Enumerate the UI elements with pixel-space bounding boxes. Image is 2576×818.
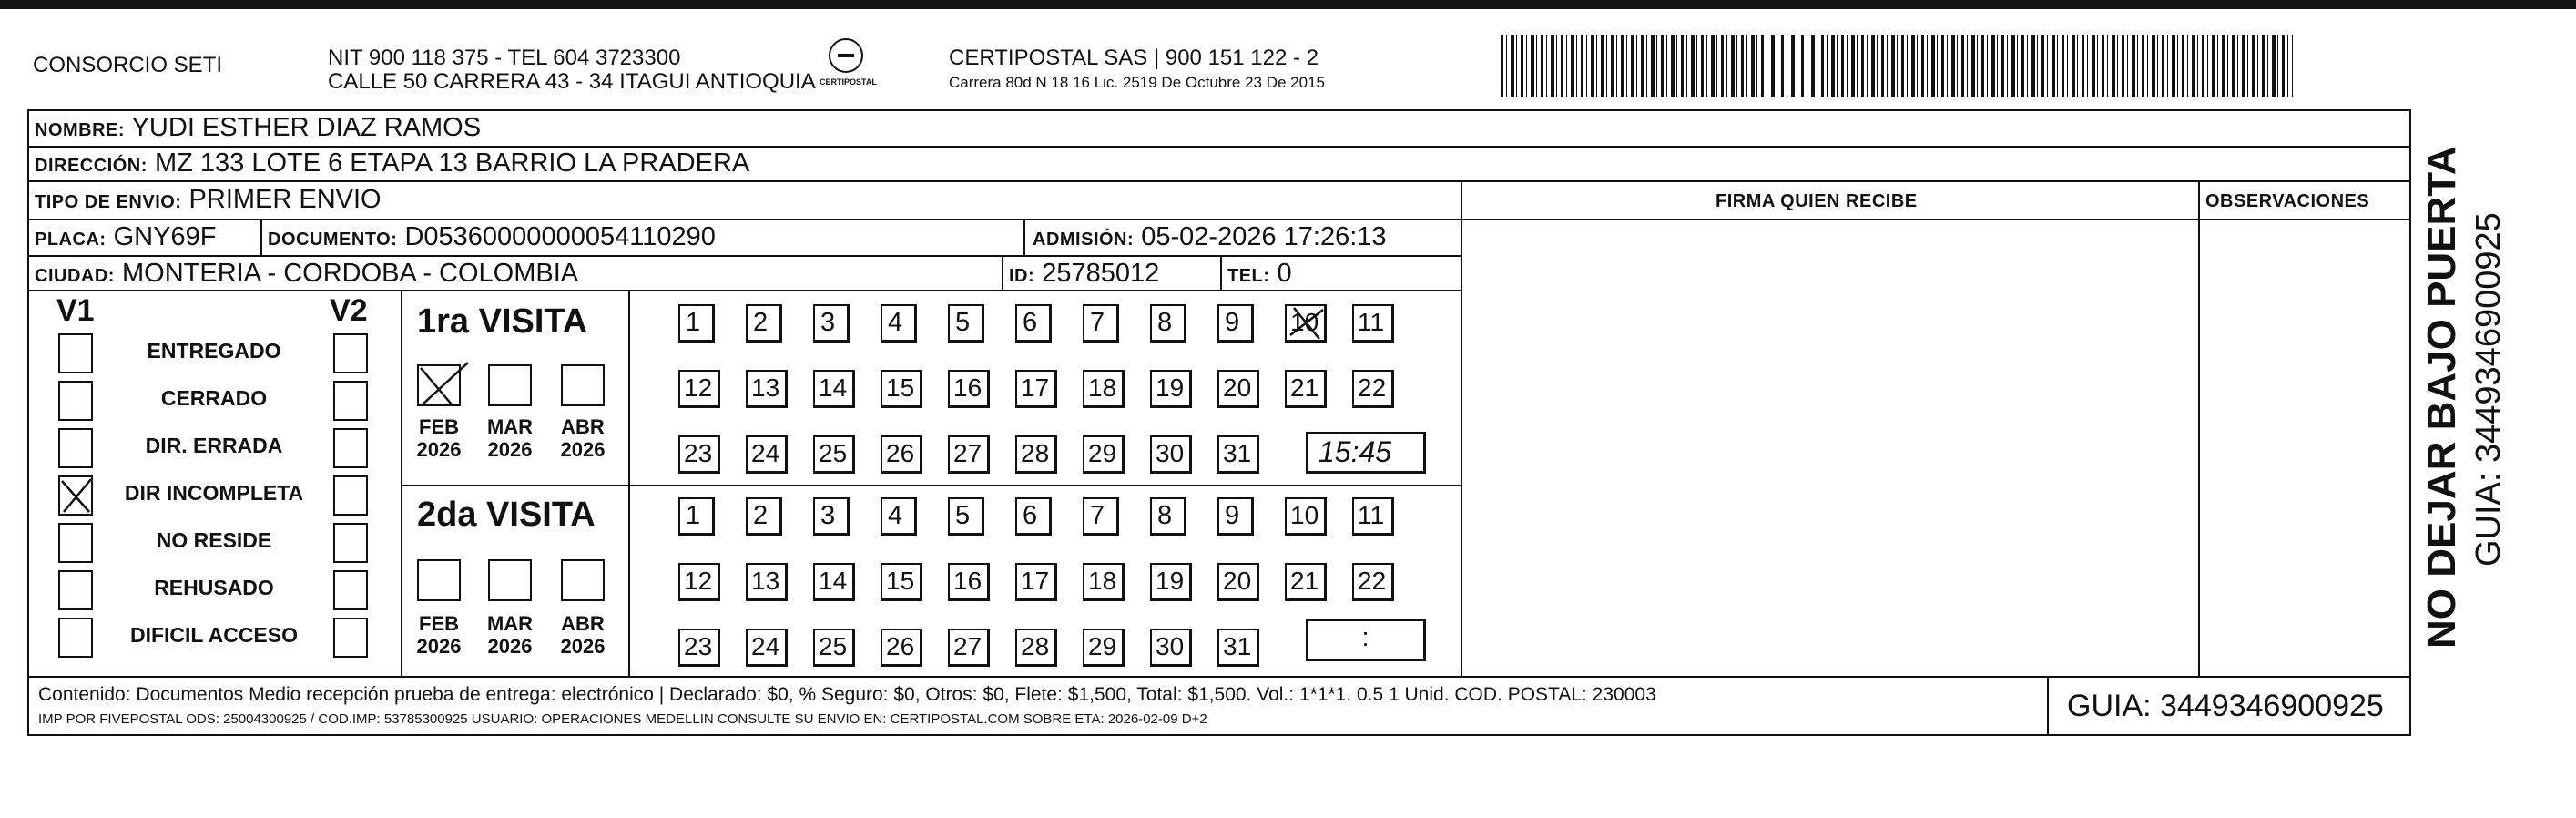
documento-label: DOCUMENTO:: [268, 230, 398, 250]
second-visit-mar-checkbox[interactable]: [488, 559, 532, 601]
second-visit-title: 2da VISITA: [417, 496, 596, 534]
id-field: [1009, 261, 1159, 287]
second-visit-day-9[interactable]: 9: [1217, 497, 1254, 536]
first-visit-mar-checkbox[interactable]: [488, 364, 532, 406]
first-visit-day-26[interactable]: 26: [881, 435, 922, 474]
second-visit-day-12[interactable]: 12: [678, 563, 720, 601]
status-dir-errada: DIR. ERRADA: [145, 434, 283, 457]
second-visit-day-27[interactable]: 27: [948, 629, 990, 667]
first-visit-day-14[interactable]: 14: [813, 370, 855, 408]
first-visit-abr-checkbox[interactable]: [561, 364, 605, 406]
second-visit-day-6[interactable]: 6: [1015, 497, 1052, 536]
first-visit-day-15[interactable]: 15: [881, 370, 922, 408]
first-visit-day-24[interactable]: 24: [746, 435, 788, 474]
company-name: CONSORCIO SETI: [33, 53, 223, 77]
carrier-logo-icon: [829, 38, 863, 73]
first-visit-day-28[interactable]: 28: [1015, 435, 1057, 474]
second-visit-day-26[interactable]: 26: [881, 629, 922, 667]
first-visit-day-4[interactable]: 4: [881, 304, 917, 343]
ciudad-field: [35, 261, 578, 287]
second-visit-day-5[interactable]: 5: [948, 497, 984, 536]
v2-dir-errada-checkbox[interactable]: [333, 428, 368, 468]
check-mark-icon: [58, 475, 93, 516]
second-visit-day-20[interactable]: 20: [1217, 563, 1259, 601]
carrier-line: CERTIPOSTAL SAS | 900 151 122 - 2: [949, 46, 1319, 70]
v1-dir-errada-checkbox[interactable]: [58, 428, 93, 468]
nombre-row: [35, 115, 481, 141]
v1-label: V1: [56, 293, 95, 328]
second-visit-abr-checkbox[interactable]: [561, 559, 605, 601]
second-visit-day-4[interactable]: 4: [881, 497, 917, 536]
second-visit-day-23[interactable]: 23: [678, 629, 720, 667]
barcode-icon: [1501, 35, 2293, 97]
first-visit-day-16[interactable]: 16: [948, 370, 990, 408]
first-visit-day-22[interactable]: 22: [1352, 370, 1394, 408]
documento-field: [268, 224, 716, 251]
footer-contenido: Contenido: Documentos Medio recepción prueba de entrega: electrónico | Declarado: $0, % Seguro: $0, Otros: $0, Flete: $1,500, Total: $1,500. Vol.: 1*1*1. 0.5 1 Unid. COD. POSTAL: 230003: [38, 684, 1656, 705]
status-rehusado: REHUSADO: [154, 576, 274, 599]
license-line: Carrera 80d N 18 16 Lic. 2519 De Octubre 23 De 2015: [949, 74, 1325, 91]
second-visit-feb-checkbox[interactable]: [417, 559, 461, 601]
direccion-row: [35, 150, 749, 177]
second-visit-day-14[interactable]: 14: [813, 563, 855, 601]
id-label: ID:: [1009, 266, 1035, 286]
side-guia: GUIA: 3449346900925: [2469, 212, 2508, 567]
footer-imp: IMP POR FIVEPOSTAL ODS: 25004300925 / COD.IMP: 53785300925 USUARIO: OPERACIONES MEDELLIN CONSULTE SU ENVIO EN: CERTIPOSTAL.COM SOBRE ETA: 2026-02-09 D+2: [38, 711, 1207, 727]
v1-cerrado-checkbox[interactable]: [58, 381, 93, 421]
v2-label: V2: [330, 293, 368, 328]
tel-value: 0: [1277, 259, 1292, 288]
second-visit-day-8[interactable]: 8: [1150, 497, 1186, 536]
status-cerrado: CERRADO: [160, 386, 268, 410]
placa-label: PLACA:: [35, 230, 107, 250]
id-value: 25785012: [1042, 259, 1160, 288]
second-visit-day-7[interactable]: 7: [1083, 497, 1119, 536]
cross-out-icon: [1287, 304, 1330, 344]
second-visit-day-13[interactable]: 13: [746, 563, 788, 601]
first-visit-day-11[interactable]: 11: [1352, 304, 1394, 343]
first-visit-day-1[interactable]: 1: [678, 304, 715, 343]
tel-field: [1227, 261, 1292, 287]
nombre-label: NOMBRE:: [35, 120, 126, 140]
footer-guia: GUIA: 3449346900925: [2067, 689, 2384, 723]
first-visit-title: 1ra VISITA: [417, 302, 588, 341]
placa-value: GNY69F: [113, 222, 217, 251]
placa-field: [35, 224, 216, 251]
admision-field: [1033, 224, 1387, 251]
second-visit-day-24[interactable]: 24: [746, 629, 788, 667]
second-visit-day-2[interactable]: 2: [746, 497, 782, 536]
second-visit-day-18[interactable]: 18: [1083, 563, 1125, 601]
second-visit-month-abr: ABR 2026: [560, 612, 606, 659]
first-visit-day-12[interactable]: 12: [678, 370, 720, 408]
v2-entregado-checkbox[interactable]: [333, 333, 368, 373]
address-line: CALLE 50 CARRERA 43 - 34 ITAGUI ANTIOQUIA: [328, 69, 816, 94]
v1-dificil-acceso-checkbox[interactable]: [58, 618, 93, 658]
second-visit-day-1[interactable]: 1: [678, 497, 715, 536]
first-visit-day-8[interactable]: 8: [1150, 304, 1186, 343]
second-visit-day-3[interactable]: 3: [813, 497, 850, 536]
ciudad-value: MONTERIA - CORDOBA - COLOMBIA: [122, 259, 579, 288]
first-visit-day-7[interactable]: 7: [1083, 304, 1119, 343]
second-visit-day-29[interactable]: 29: [1083, 629, 1125, 667]
status-no-reside: NO RESIDE: [156, 528, 272, 552]
direccion-label: DIRECCIÓN:: [35, 156, 148, 176]
second-visit-day-30[interactable]: 30: [1150, 629, 1192, 667]
tipo-label: TIPO DE ENVIO:: [35, 192, 182, 212]
second-visit-day-17[interactable]: 17: [1015, 563, 1057, 601]
first-visit-day-13[interactable]: 13: [746, 370, 788, 408]
direccion-value: MZ 133 LOTE 6 ETAPA 13 BARRIO LA PRADERA: [154, 148, 750, 178]
first-visit-day-27[interactable]: 27: [948, 435, 990, 474]
top-border: [0, 0, 2576, 9]
second-visit-day-31[interactable]: 31: [1217, 629, 1259, 667]
check-mark-icon: [415, 361, 470, 406]
first-visit-day-10[interactable]: 10: [1285, 304, 1327, 343]
v1-no-reside-checkbox[interactable]: [58, 523, 93, 563]
first-visit-day-9[interactable]: 9: [1217, 304, 1254, 343]
status-entregado: ENTREGADO: [147, 339, 281, 363]
first-visit-day-5[interactable]: 5: [948, 304, 984, 343]
second-visit-month-mar: MAR 2026: [486, 612, 534, 659]
status-dificil-acceso: DIFICIL ACCESO: [129, 623, 298, 647]
v2-dificil-acceso-checkbox[interactable]: [333, 618, 368, 658]
second-visit-month-feb: FEB 2026: [416, 612, 462, 659]
first-visit-day-19[interactable]: 19: [1150, 370, 1192, 408]
first-visit-day-17[interactable]: 17: [1015, 370, 1057, 408]
first-visit-day-23[interactable]: 23: [678, 435, 720, 474]
status-dir-incompleta: DIR INCOMPLETA: [124, 481, 304, 505]
first-visit-day-2[interactable]: 2: [746, 304, 782, 343]
no-dejar-bajo-puerta: NO DEJAR BAJO PUERTA: [2419, 146, 2464, 649]
second-visit-day-16[interactable]: 16: [948, 563, 990, 601]
first-visit-month-abr: ABR 2026: [560, 415, 606, 462]
first-visit-day-18[interactable]: 18: [1083, 370, 1125, 408]
second-visit-day-19[interactable]: 19: [1150, 563, 1192, 601]
second-visit-day-10[interactable]: 10: [1285, 497, 1327, 536]
second-visit-day-11[interactable]: 11: [1352, 497, 1394, 536]
first-visit-day-3[interactable]: 3: [813, 304, 850, 343]
logo-text: CERTIPOSTAL: [820, 77, 877, 87]
tipo-row: [35, 187, 382, 213]
admision-value: 05-02-2026 17:26:13: [1141, 222, 1387, 251]
nit-line: NIT 900 118 375 - TEL 604 3723300: [328, 46, 681, 70]
documento-value: D05360000000054110290: [404, 222, 716, 251]
observaciones-header: OBSERVACIONES: [2205, 191, 2370, 211]
first-visit-time[interactable]: 15:45: [1306, 432, 1426, 474]
first-visit-day-29[interactable]: 29: [1083, 435, 1125, 474]
v2-cerrado-checkbox[interactable]: [333, 381, 368, 421]
nombre-value: YUDI ESTHER DIAZ RAMOS: [131, 113, 482, 142]
v2-rehusado-checkbox[interactable]: [333, 570, 368, 610]
first-visit-day-20[interactable]: 20: [1217, 370, 1259, 408]
v1-entregado-checkbox[interactable]: [58, 333, 93, 373]
firma-header: FIRMA QUIEN RECIBE: [1716, 191, 1918, 211]
first-visit-day-6[interactable]: 6: [1015, 304, 1052, 343]
tipo-value: PRIMER ENVIO: [188, 185, 382, 214]
first-visit-day-31[interactable]: 31: [1217, 435, 1259, 474]
first-visit-day-30[interactable]: 30: [1150, 435, 1192, 474]
second-visit-day-25[interactable]: 25: [813, 629, 855, 667]
admision-label: ADMISIÓN:: [1033, 230, 1135, 250]
v2-dir-incompleta-checkbox[interactable]: [333, 475, 368, 516]
v1-rehusado-checkbox[interactable]: [58, 570, 93, 610]
second-visit-day-28[interactable]: 28: [1015, 629, 1057, 667]
tel-label: TEL:: [1227, 266, 1270, 286]
first-visit-day-25[interactable]: 25: [813, 435, 855, 474]
v2-no-reside-checkbox[interactable]: [333, 523, 368, 563]
second-visit-day-22[interactable]: 22: [1352, 563, 1394, 601]
second-visit-day-15[interactable]: 15: [881, 563, 922, 601]
first-visit-month-feb: FEB 2026: [416, 415, 462, 462]
v1-dir-incompleta-checkbox[interactable]: [58, 475, 93, 516]
second-visit-day-21[interactable]: 21: [1285, 563, 1327, 601]
second-visit-time[interactable]: :: [1306, 619, 1426, 661]
first-visit-feb-checkbox[interactable]: [417, 364, 461, 406]
first-visit-day-21[interactable]: 21: [1285, 370, 1327, 408]
ciudad-label: CIUDAD:: [35, 266, 115, 286]
first-visit-month-mar: MAR 2026: [486, 415, 534, 462]
